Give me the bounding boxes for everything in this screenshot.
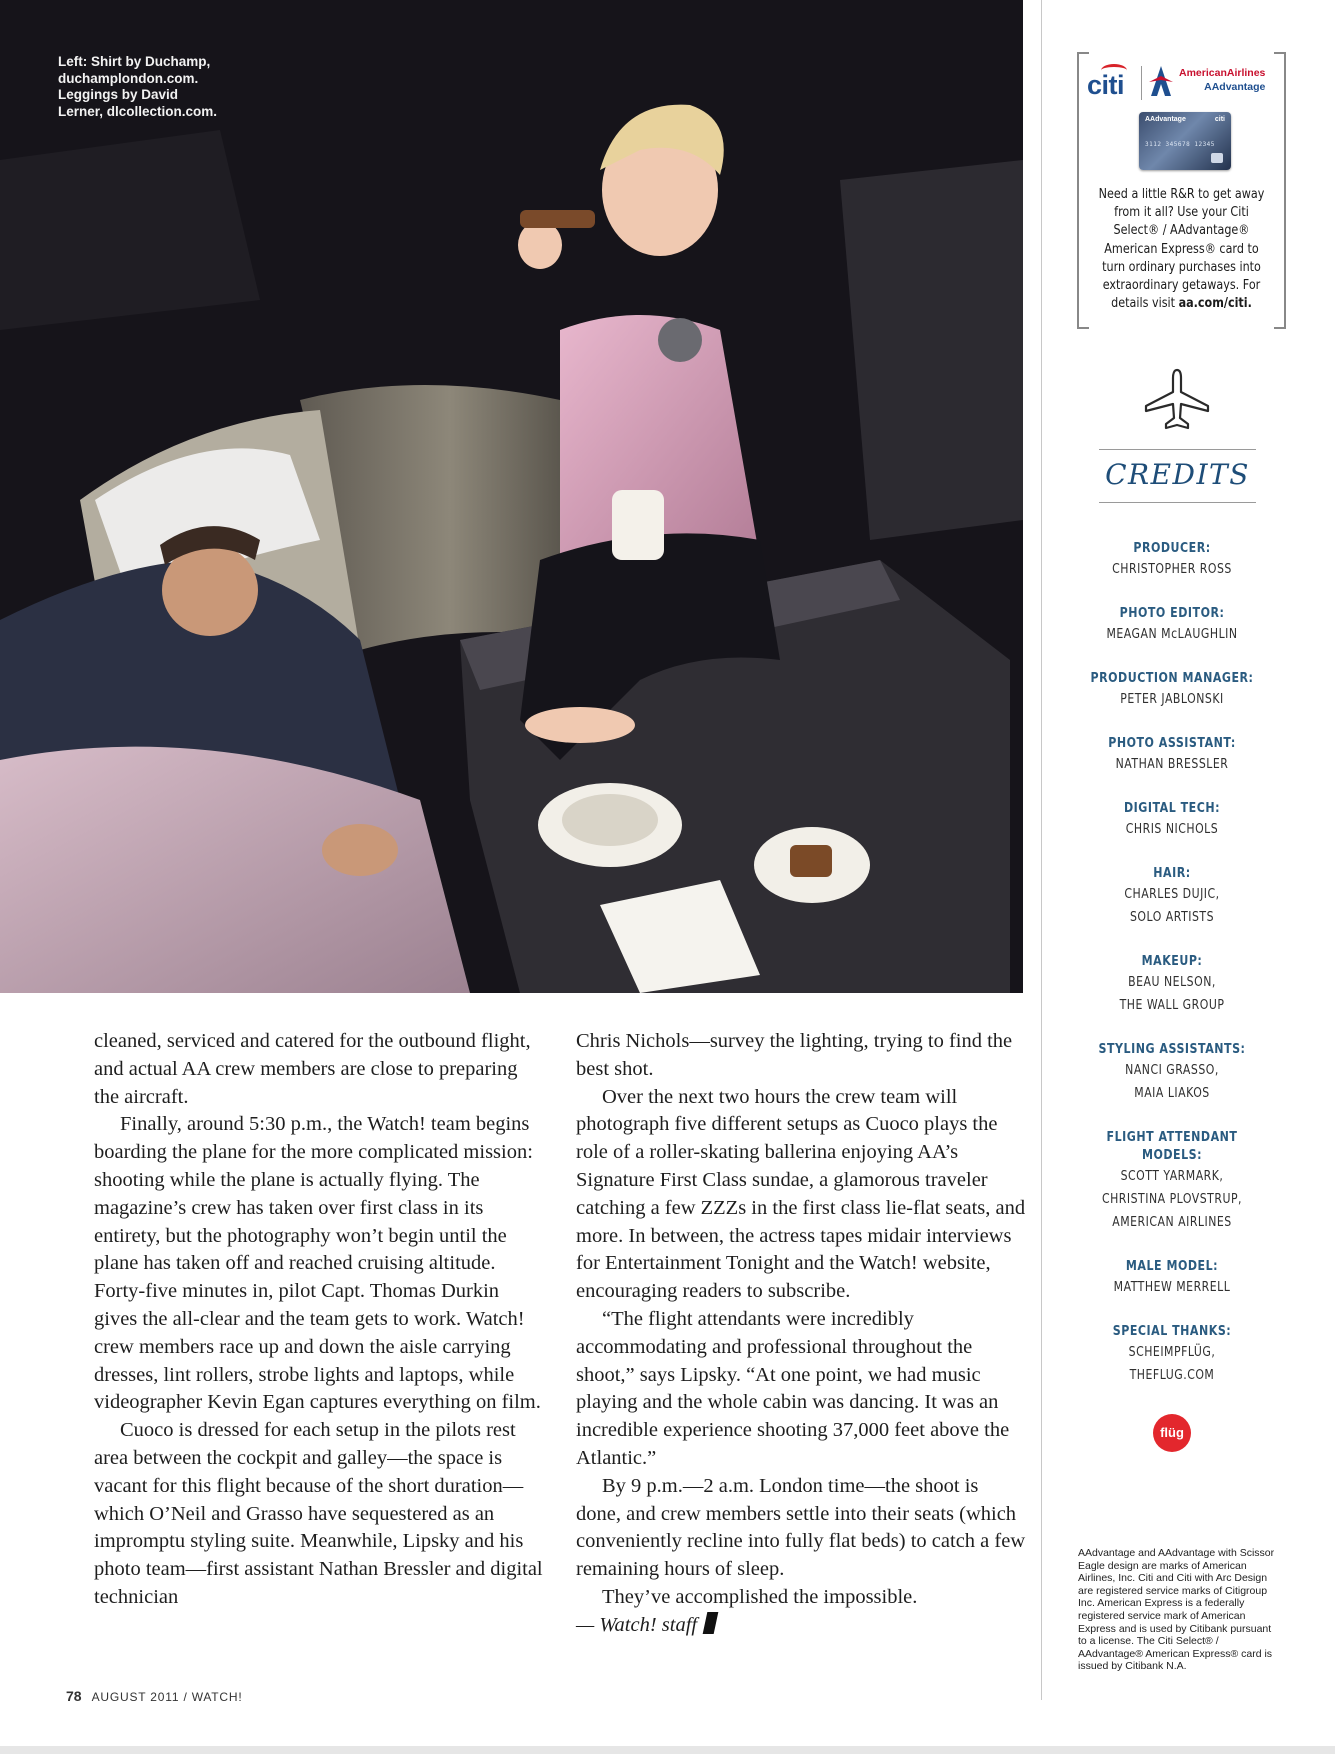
american-airlines-logo — [1179, 66, 1265, 94]
article-paragraph: Chris Nichols—survey the lighting, trying to find the best shot. — [576, 1030, 1013, 1080]
logo-divider — [1141, 66, 1142, 100]
ad-copy-text: Need a little R&R to get away from it all? Use your Citi Select® / AAdvantage® American Express® card to turn ordinary purchases into extraordinary getaways. — [1098, 187, 1265, 294]
citi-logo — [1087, 70, 1124, 101]
credit-entry — [1070, 605, 1274, 646]
credit-name: CHRIS NICHOLS — [1125, 822, 1219, 837]
citi-logo-text: citi — [1087, 70, 1125, 100]
photo-caption: Left: Shirt by Duchamp, duchamplondon.com. Leggings by David Lerner, dlcollection.com. — [58, 54, 218, 119]
credit-name: PETER JABLONSKI — [1120, 692, 1224, 707]
credit-name: MAIA LIAKOS — [1134, 1086, 1210, 1101]
credit-entry — [1070, 735, 1274, 776]
credit-role: MAKEUP: — [1141, 954, 1203, 969]
credit-role: MALE MODEL: — [1125, 1259, 1219, 1274]
credit-role: PRODUCTION MANAGER: — [1090, 671, 1254, 686]
airplane-icon — [1142, 368, 1212, 430]
credit-entry — [1070, 1129, 1274, 1234]
credit-name: MEAGAN McLAUGHLIN — [1106, 627, 1238, 642]
article-paragraph: Cuoco is dressed for each setup in the pilots rest area between the cockpit and galley—the space is vacant for this flight because of the short duration—which O’Neil and Grasso have sequestered as an impromptu styling suite. Meanwhile, Lipsky and his photo team—first assistant Nathan Bressler and digital technician — [94, 1419, 543, 1608]
credit-entry — [1070, 1323, 1274, 1387]
credit-role: HAIR: — [1153, 866, 1191, 881]
article-paragraph: cleaned, serviced and catered for the outbound flight, and actual AA crew members are close to preparing the aircraft. — [94, 1030, 531, 1108]
credit-entry — [1070, 865, 1274, 929]
credit-entry — [1070, 1258, 1274, 1299]
credit-entry — [1070, 540, 1274, 581]
credit-entry — [1070, 953, 1274, 1017]
page-bottom-edge — [0, 1746, 1335, 1754]
article-paragraph: Over the next two hours the crew team will photograph five different setups as Cuoco plays the role of a roller-skating ballerina enjoying AA’s Signature First Class sundae, a glamorous traveler catching a few ZZZs in the first class lie-flat seats, and more. In between, the actress tapes midair interviews for Entertainment Tonight and the Watch! website, encouraging readers to subscribe. — [576, 1085, 1026, 1303]
aa-logo-line2: AAdvantage — [1204, 81, 1266, 93]
legal-disclaimer: AAdvantage and AAdvantage with Scissor Eagle design are marks of American Airlines, Inc. Citi and Citi with Arc Design are registered service marks of Citigroup Inc. American Express is a federally registered service mark of American Express and is used by Citibank pursuant to a license. The Citi Select® / AAdvantage® American Express® card is issued by Citibank N.A. — [1078, 1547, 1275, 1673]
aa-eagle-icon — [1147, 62, 1175, 102]
citi-aadvantage-ad — [1077, 52, 1286, 329]
credit-role: SPECIAL THANKS: — [1112, 1324, 1232, 1339]
article-column-left — [94, 1028, 544, 1612]
feature-photo — [0, 0, 1023, 993]
citi-arc-icon — [1101, 64, 1127, 77]
credit-entry — [1070, 800, 1274, 841]
article-paragraph: They’ve accomplished the impossible. — [602, 1585, 918, 1608]
credit-role: DIGITAL TECH: — [1123, 801, 1221, 816]
flug-logo: flüg — [1153, 1414, 1191, 1452]
card-bank: citi — [1214, 116, 1225, 123]
card-number: 3112 345678 12345 — [1145, 141, 1215, 148]
article-paragraph: Finally, around 5:30 p.m., the Watch! team begins boarding the plane for the more complicated mission: shooting while the plane is actually flying. The magazine’s crew has taken over first class in its entirety, but the photography won’t begin until the plane has taken off and reached cruising altitude. Forty-five minutes in, pilot Capt. Thomas Durkin gives the all-clear and the team gets to work. Watch! crew members race up and down the aisle carrying dresses, lint rollers, strobe lights and laptops, while videographer Kevin Egan captures everything on film. — [94, 1113, 541, 1414]
credit-card-image — [1139, 112, 1231, 170]
credit-name: CHRISTOPHER ROSS — [1112, 562, 1232, 577]
credit-role: PRODUCER: — [1133, 541, 1211, 556]
credit-name: NATHAN BRESSLER — [1115, 757, 1229, 772]
article-paragraph: “The flight attendants were incredibly accommodating and professional throughout the shoot,” says Lipsky. “At one point, we had music playing and the whole cabin was dancing. It was an incredible experience shooting 37,000 feet above the Atlantic.” — [576, 1307, 1010, 1469]
credit-name: BEAU NELSON, — [1128, 975, 1216, 990]
aa-logo-line1: AmericanAirlines — [1179, 67, 1266, 79]
credit-name: CHARLES DUJIC, — [1124, 887, 1220, 902]
watch-logo-icon — [703, 1612, 719, 1634]
credits-rule — [1099, 449, 1256, 450]
photo-illustration — [0, 0, 1023, 993]
credit-name: CHRISTINA PLOVSTRUP, — [1101, 1192, 1243, 1207]
credit-name: SCHEIMPFLÜG, — [1128, 1345, 1216, 1360]
credit-role: PHOTO EDITOR: — [1119, 606, 1225, 621]
page-folio — [66, 1688, 243, 1704]
credit-name: AMERICAN AIRLINES — [1112, 1215, 1232, 1230]
credits-title: CREDITS — [1105, 458, 1250, 491]
credit-entry — [1070, 1041, 1274, 1105]
card-chip-icon — [1211, 153, 1223, 163]
ad-corner — [1079, 52, 1089, 54]
ad-copy — [1099, 186, 1265, 313]
page-number: 78 — [66, 1688, 82, 1704]
credit-name: MATTHEW MERRELL — [1113, 1280, 1231, 1295]
credit-role: FLIGHT ATTENDANT MODELS: — [1106, 1130, 1238, 1163]
signature-text: — Watch! staff — [576, 1613, 698, 1636]
ad-corner — [1274, 52, 1284, 54]
credit-name: NANCI GRASSO, — [1125, 1063, 1219, 1078]
article-paragraph: By 9 p.m.—2 a.m. London time—the shoot is done, and crew members settle into their seats (which conveniently recline into fully flat beds) to catch a few remaining hours of sleep. — [576, 1474, 1026, 1581]
ad-link[interactable]: aa.com/citi. — [1178, 296, 1252, 312]
credit-role: STYLING ASSISTANTS: — [1098, 1042, 1246, 1057]
credits-list — [1070, 540, 1274, 1411]
credit-entry — [1070, 670, 1274, 711]
credits-rule — [1099, 502, 1256, 503]
credit-name: SOLO ARTISTS — [1129, 910, 1215, 925]
ad-corner — [1274, 327, 1284, 329]
credit-name: SCOTT YARMARK, — [1120, 1169, 1224, 1184]
issue-label: AUGUST 2011 / WATCH! — [91, 1690, 243, 1704]
article-signature — [576, 1612, 1026, 1640]
ad-corner — [1079, 327, 1089, 329]
ad-copy-details: For details visit — [1111, 278, 1261, 312]
credit-name: THEFLUG.COM — [1129, 1368, 1215, 1383]
article-column-right — [576, 1028, 1026, 1640]
card-brand: AAdvantage — [1145, 116, 1186, 123]
credit-name: THE WALL GROUP — [1119, 998, 1225, 1013]
credit-role: PHOTO ASSISTANT: — [1108, 736, 1236, 751]
sidebar-divider — [1041, 0, 1042, 1700]
